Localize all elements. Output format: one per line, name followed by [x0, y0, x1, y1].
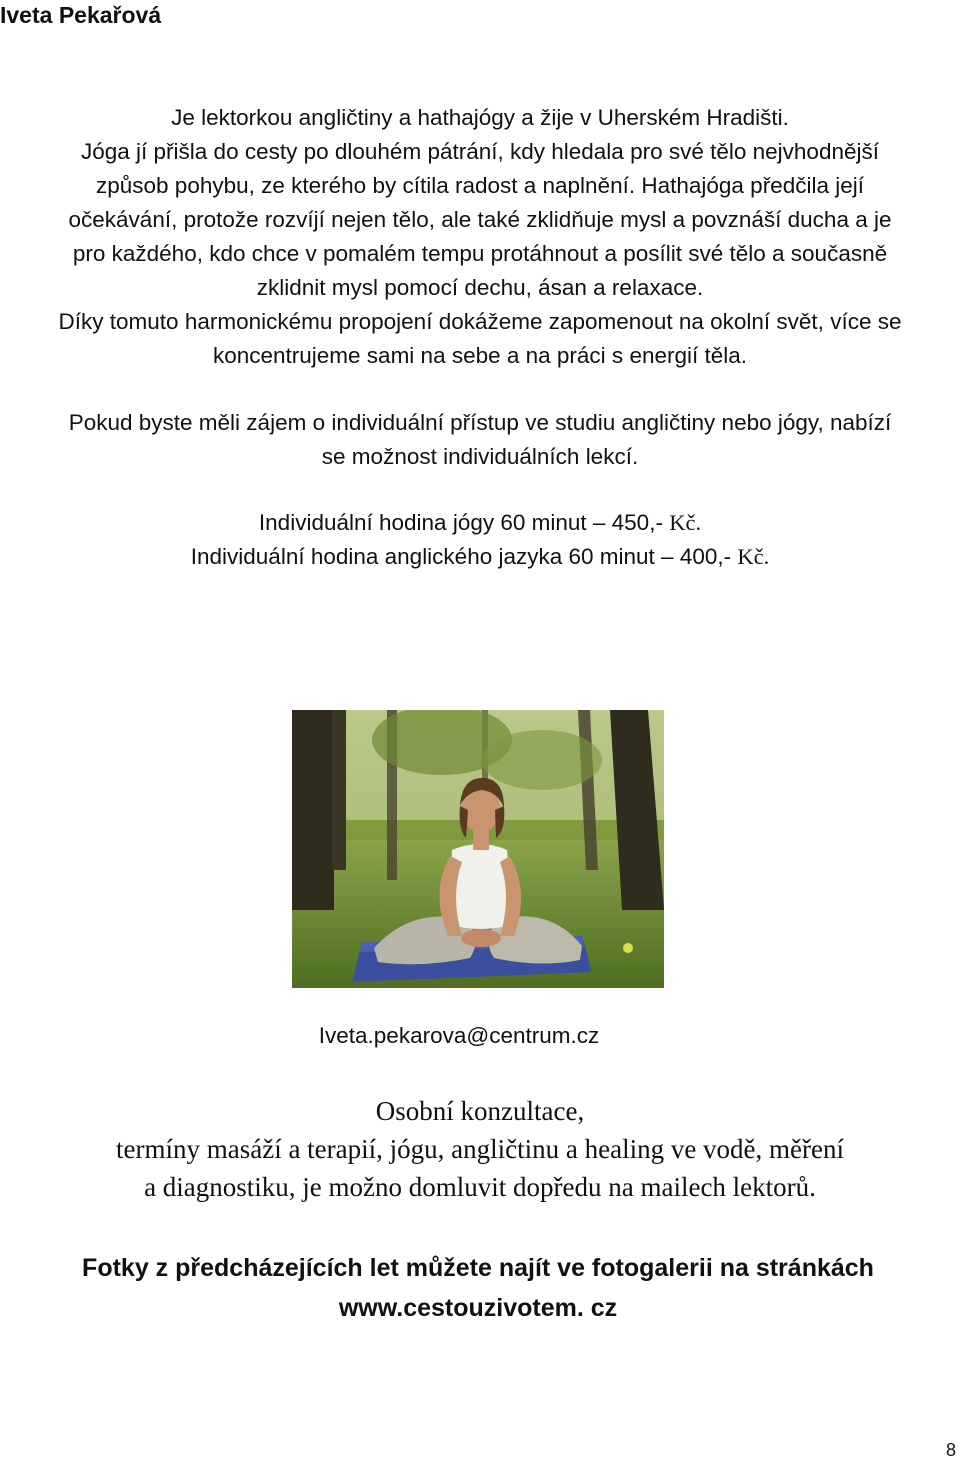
offer-line: Pokud byste měli zájem o individuální přístup ve studiu angličtiny nebo jógy, nabízí — [68, 410, 892, 435]
offer-line: se možnost individuálních lekcí. — [321, 444, 639, 469]
intro-paragraph — [0, 101, 960, 373]
intro-line: Díky tomuto harmonickému propojení dokážeme zapomenout na okolní svět, více se — [58, 309, 902, 334]
intro-line: zklidnit mysl pomocí dechu, ásan a relaxace. — [256, 275, 704, 300]
intro-line: pro každého, kdo chce v pomalém tempu protáhnout a posílit své tělo a současně — [72, 241, 888, 266]
price-list — [0, 506, 960, 574]
price-english-label: Individuální hodina anglického jazyka 60 minut – 400,- — [190, 544, 738, 569]
yoga-photo — [292, 710, 664, 988]
consultation-line: a diagnostiku, je možno domluvit dopředu na mailech lektorů. — [144, 1172, 816, 1202]
yoga-photo-illustration — [292, 710, 664, 988]
intro-line: Jóga jí přišla do cesty po dlouhém pátrání, kdy hledala pro své tělo nejvhodnější — [81, 139, 879, 164]
intro-line: očekávání, protože rozvíjí nejen tělo, ale také zklidňuje mysl a povznáší ducha a je — [68, 207, 892, 232]
intro-line: Je lektorkou angličtiny a hathajógy a žije v Uherském Hradišti. — [171, 105, 789, 130]
price-english-currency: Kč. — [737, 544, 770, 569]
offer-paragraph — [0, 406, 960, 474]
price-yoga-currency: Kč. — [669, 510, 702, 535]
price-yoga-label: Individuální hodina jógy 60 minut – 450,- — [258, 510, 670, 535]
consultation-line: termíny masáží a terapií, jógu, angličtinu a healing ve vodě, měření — [116, 1134, 844, 1164]
price-english — [0, 540, 960, 574]
website-link[interactable]: www.cestouzivotem. cz — [338, 1294, 618, 1322]
intro-line: způsob pohybu, ze kterého by cítila radost a naplnění. Hathajóga předčila její — [96, 173, 864, 198]
intro-line: koncentrujeme sami na sebe a na práci s energií těla. — [212, 343, 748, 368]
consultation-note — [0, 1092, 960, 1206]
photos-note-line: Fotky z předcházejících let můžete najít ve fotogalerii na stránkách — [82, 1254, 874, 1282]
contact-email[interactable]: Iveta.pekarova@centrum.cz — [318, 1023, 600, 1048]
price-yoga — [0, 506, 960, 540]
author-name: Iveta Pekařová — [0, 2, 162, 28]
photos-note — [0, 1248, 956, 1328]
page-number: 8 — [945, 1440, 956, 1460]
consultation-line: Osobní konzultace, — [375, 1096, 585, 1126]
